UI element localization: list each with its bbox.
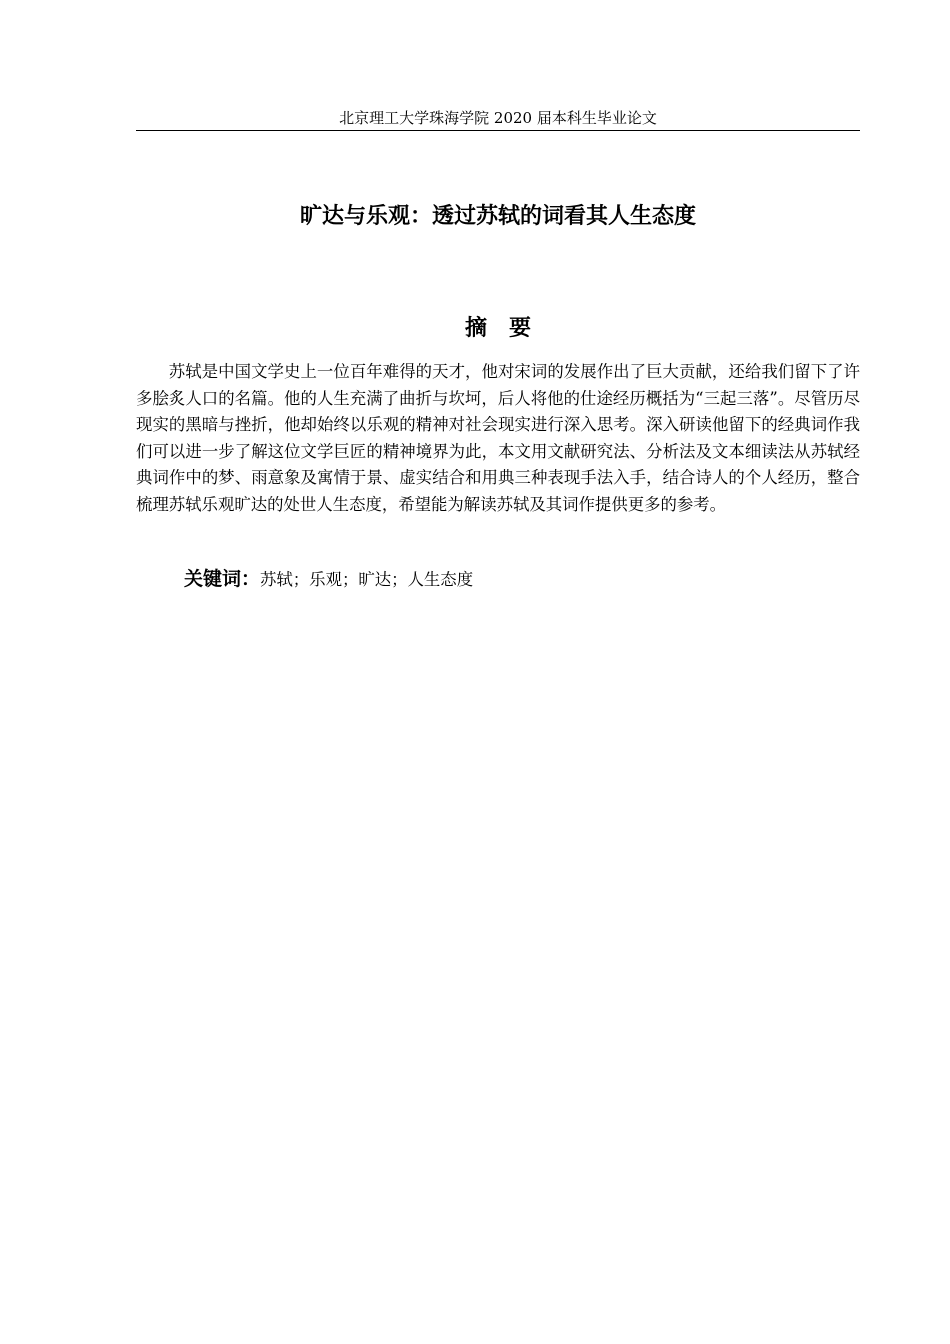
keywords-label: 关键词： (184, 568, 261, 590)
abstract-heading: 摘要 (464, 316, 553, 341)
keywords-line (184, 565, 860, 594)
header-divider (136, 130, 860, 131)
keywords-value: 苏轼；乐观；旷达；人生态度 (260, 570, 474, 589)
abstract-body: 苏轼是中国文学史上一位百年难得的天才，他对宋词的发展作出了巨大贡献，还给我们留下了许多脍炙人口的名篇。他的人生充满了曲折与坎坷，后人将他的仕途经历概括为“三起三落”。尽管历尽现实的黑暗与挫折，他却始终以乐观的精神对社会现实进行深入思考。深入研读他留下的经典词作我们可以进一步了解这位文学巨匠的精神境界为此，本文用文献研究法、分析法及文本细读法从苏轼经典词作中的梦、雨意象及寓情于景、虚实结合和用典三种表现手法入手，结合诗人的个人经历，整合梳理苏轼乐观旷达的处世人生态度，希望能为解读苏轼及其词作提供更多的参考。 (136, 362, 860, 514)
running-header: 北京理工大学珠海学院 2020 届本科生毕业论文 (339, 109, 657, 127)
paper-title: 旷达与乐观：透过苏轼的词看其人生态度 (299, 204, 696, 229)
